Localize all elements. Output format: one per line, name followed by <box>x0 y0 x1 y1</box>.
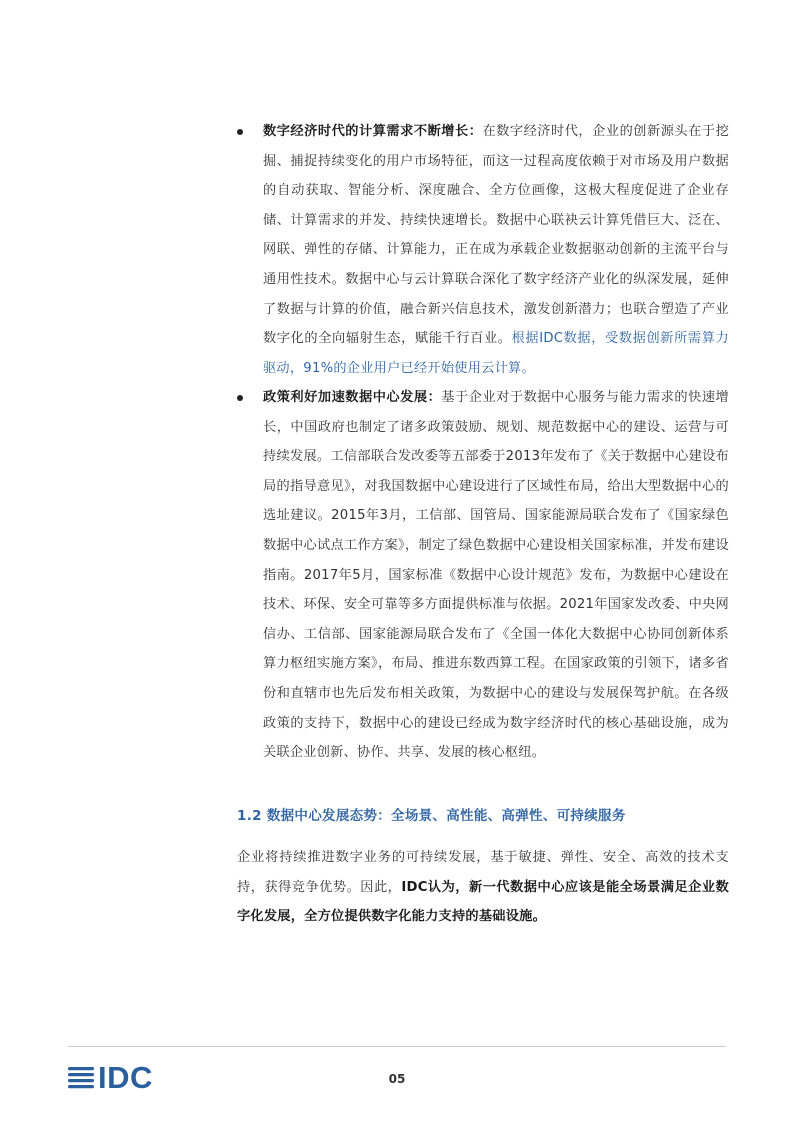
page-number: 05 <box>388 1072 406 1086</box>
section-intro <box>237 843 729 932</box>
bullet-dot <box>237 395 243 401</box>
bullet-heading: 数字经济时代的计算需求不断增长： <box>263 124 483 139</box>
section-title: 1.2 数据中心发展态势：全场景、高性能、高弹性、可持续服务 <box>237 808 626 824</box>
bullet-highlight: 根据IDC数据，受数据创新所需算力驱动，91%的企业用户已经开始使用云计算。 <box>263 331 729 376</box>
footer-divider <box>68 1046 726 1047</box>
intro-emphasis: IDC认为，新一代数据中心应该是能全场景满足企业数字化发展，全方位提供数字化能力支持的基础设施。 <box>237 879 730 925</box>
bullet-paragraph <box>263 117 729 383</box>
intro-text: 企业将持续推进数字业务的可持续发展，基于敏捷、弹性、安全、高效的技术支持，获得竞争优势。因此， <box>237 850 729 895</box>
bullet-body: 基于企业对于数据中心服务与能力需求的快速增长，中国政府也制定了诸多政策鼓励、规划、规范数据中心的建设、运营与可持续发展。工信部联合发改委等五部委于2013年发布了《关于数据中心建设布局的指导意见》，对我国数据中心建设进行了区域性布局，给出大型数据中心的选址建议。2015年3月，工信部、国管局、国家能源局联合发布了《国家绿色数据中心试点工作方案》，制定了绿色数据中心建设相关国家标准，并发布建设指南。2017年5月，国家标准《数据中心设计规范》发布，为数据中心建设在技术、环保、安全可靠等多方面提供标准与依据。2021年国家发改委、中央网信办、工信部、国家能源局联合发布了《全国一体化大数据中心协同创新体系算力枢纽实施方案》，布局、推进东数西算工程。在国家政策的引领下，诸多省份和直辖市也先后发布相关政策，为数据中心的建设与发展保驾护航。在各级政策的支持下，数据中心的建设已经成为数字经济时代的核心基础设施，成为关联企业创新、协作、共享、发展的核心枢纽。 <box>263 390 729 761</box>
bullet-heading: 政策利好加速数据中心发展： <box>263 390 442 405</box>
bullet-body: 在数字经济时代，企业的创新源头在于挖掘、捕捉持续变化的用户市场特征，而这一过程高度依赖于对市场及用户数据的自动获取、智能分析、深度融合、全方位画像，这极大程度促进了企业存储、计算需求的并发、持续快速增长。数据中心联袂云计算凭借巨大、泛在、网联、弹性的存储、计算能力，正在成为承载企业数据驱动创新的主流平台与通用性技术。数据中心与云计算联合深化了数字经济产业化的纵深发展，延伸了数据与计算的价值，融合新兴信息技术，激发创新潜力；也联合塑造了产业数字化的全向辐射生态，赋能千行百业。 <box>263 124 730 347</box>
bullet-paragraph <box>263 383 729 768</box>
bullet-dot <box>237 129 243 135</box>
idc-logo-text: IDC <box>98 1060 153 1095</box>
